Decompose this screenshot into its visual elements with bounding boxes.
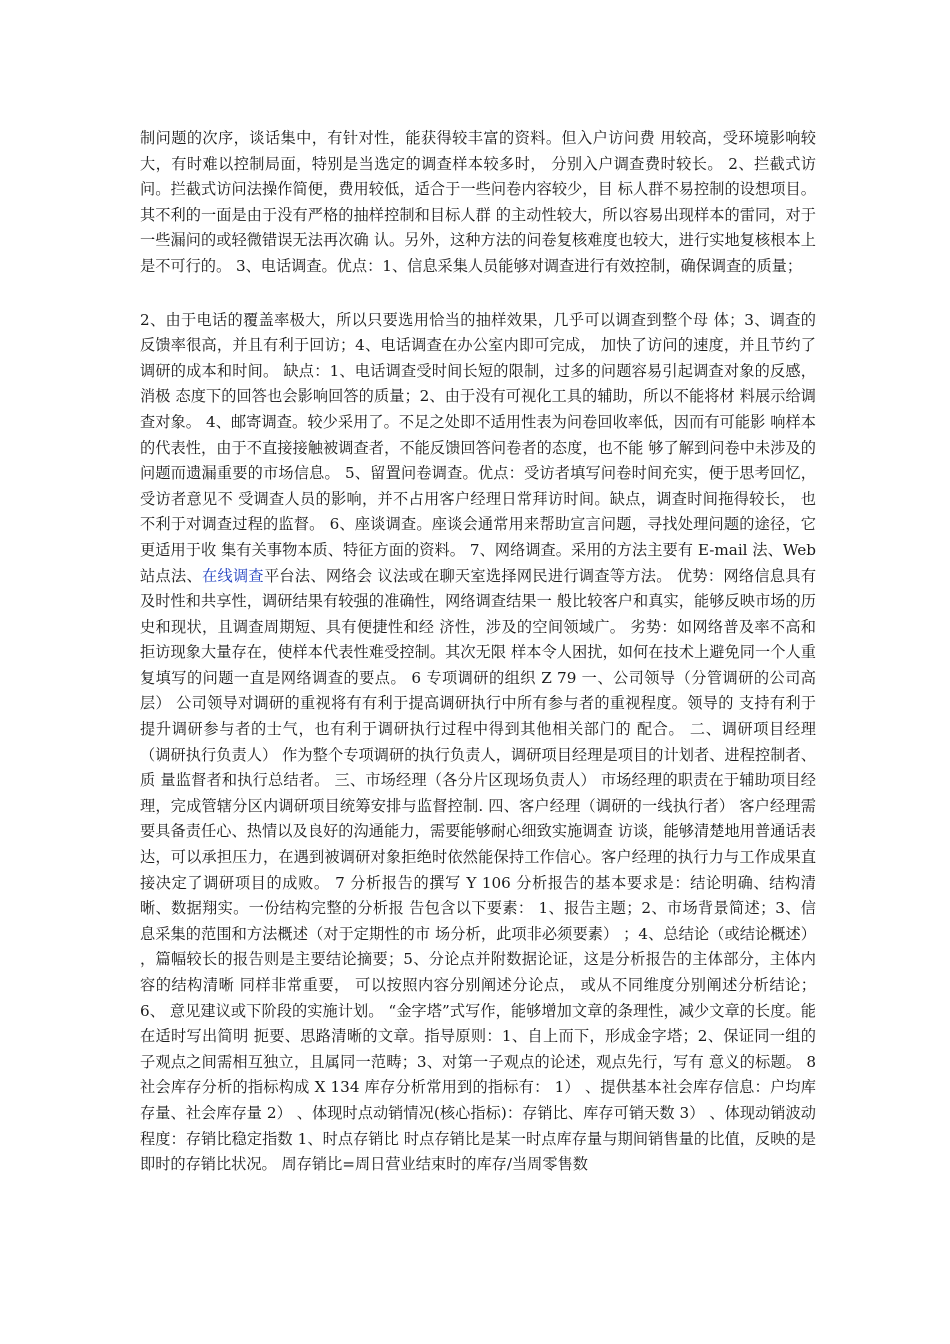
document-page [140, 126, 816, 1178]
paragraph-1: 制问题的次序，谈话集中，有针对性，能获得较丰富的资料。但入户访问费 用较高，受环境影响较大，有时难以控制局面，特别是当选定的调查样本较多时， 分别入户调查费时较长。 2、拦截式访问。拦截式访问法操作简便，费用较低，适合于一些问卷内容较少，目 标人群不易控制的设想项目。其不利的一面是由于没有严格的抽样控制和目标人群 的主动性较大，所以容易出现样本的雷同，对于一些漏问的或轻微错误无法再次确 认。另外，这种方法的问卷复核难度也较大，进行实地复核根本上是不可行的。 3、电话调查。优点：1、信息采集人员能够对调查进行有效控制，确保调查的质量； [140, 129, 816, 275]
paragraph-2-text-before-link: 2、由于电话的覆盖率极大，所以只要选用恰当的抽样效果，几乎可以调查到整个母 体；3、调查的反馈率很高，并且有利于回访；4、电话调查在办公室内即可完成， 加快了访问的速度，并且节约了调研的成本和时间。 缺点：1、电话调查受时间长短的限制，过多的问题容易引起调查对象的反感，消极 态度下的回答也会影响回答的质量；2、由于没有可视化工具的辅助，所以不能将材 料展示给调查对象。 4、邮寄调查。较少采用了。不足之处即不适用性表为问卷回收率低，因而有可能影 响样本的代表性，由于不直接接触被调查者，不能反馈回答问卷者的态度，也不能 够了解到问卷中未涉及的问题而遗漏重要的市场信息。 5、留置问卷调查。优点：受访者填写问卷时间充实，便于思考回忆，受访者意见不 受调查人员的影响，并不占用客户经理日常拜访时间。缺点，调查时间拖得较长， 也不利于对调查过程的监督。 6、座谈调查。座谈会通常用来帮助宣言问题，寻找处理问题的途径，它更适用于收 集有关事物本质、特征方面的资料。 7、网络调查。采用的方法主要有 E-mail 法、Web 站点法、 [140, 310, 816, 585]
online-survey-link[interactable]: 在线调查 [201, 566, 264, 585]
paragraph-2-text-after-link: 平台法、网络会 议法或在聊天室选择网民进行调查等方法。 优势：网络信息具有及时性和共享性，调研结果有较强的准确性，网络调查结果一 般比较客户和真实，能够反映市场的历史和现状，且调查周期短、具有便捷性和经 济性，涉及的空间领域广。 劣势：如网络普及率不高和拒访现象大量存在，使样本代表性难受控制。其次无限 样本令人困扰，如何在技术上避免同一个人重复填写的问题一直是网络调查的要点。 6 专项调研的组织 Z 79 一、公司领导（分管调研的公司高层） 公司领导对调研的重视将有有利于提高调研执行中所有参与者的重视程度。领导的 支持有利于提升调研参与者的士气，也有利于调研执行过程中得到其他相关部门的 配合。 二、调研项目经理（调研执行负责人） 作为整个专项调研的执行负责人，调研项目经理是项目的计划者、进程控制者、质 量监督者和执行总结者。 三、市场经理（各分片区现场负责人） 市场经理的职责在于辅助项目经理，完成管辖分区内调研项目统筹安排与监督控制. 四、客户经理（调研的一线执行者） 客户经理需要具备责任心、热情以及良好的沟通能力，需要能够耐心细致实施调查 访谈，能够清楚地用普通话表达，可以承担压力，在遇到被调研对象拒绝时依然能保持工作信心。客户经理的执行力与工作成果直接决定了调研项目的成败。 7 分析报告的撰写 Y 106 分析报告的基本要求是：结论明确、结构清晰、数据翔实。一份结构完整的分析报 告包含以下要素： 1、报告主题；2、市场背景简述；3、信息采集的范围和方法概述（对于定期性的市 场分析，此项非必须要素） ；4、总结论（或结论概述） ，篇幅较长的报告则是主要结论摘要；5、分论点并附数据论证，这是分析报告的主体部分，主体内容的结构清晰 同样非常重要， 可以按照内容分别阐述分论点， 或从不同维度分别阐述分析结论； 6、 意见建议或下阶段的实施计划。 “金字塔”式写作，能够增加文章的条理性，减少文章的长度。能在适时写出简明 扼要、思路清晰的文章。指导原则：1、自上而下，形成金字塔；2、保证同一组的 子观点之间需相互独立，且属同一范畴；3、对第一子观点的论述，观点先行，写有 意义的标题。 8 社会库存分析的指标构成 X 134 库存分析常用到的指标有： 1） 、提供基本社会库存信息：户均库存量、社会库存量 2） 、体现时点动销情况(核心指标)：存销比、库存可销天数 3） 、体现动销波动程度：存销比稳定指数 1、时点存销比 时点存销比是某一时点库存量与期间销售量的比值，反映的是即时的存销比状况。 周存销比=周日营业结束时的库存/当周零售数 [140, 566, 817, 1174]
paragraph-2 [140, 308, 816, 1178]
